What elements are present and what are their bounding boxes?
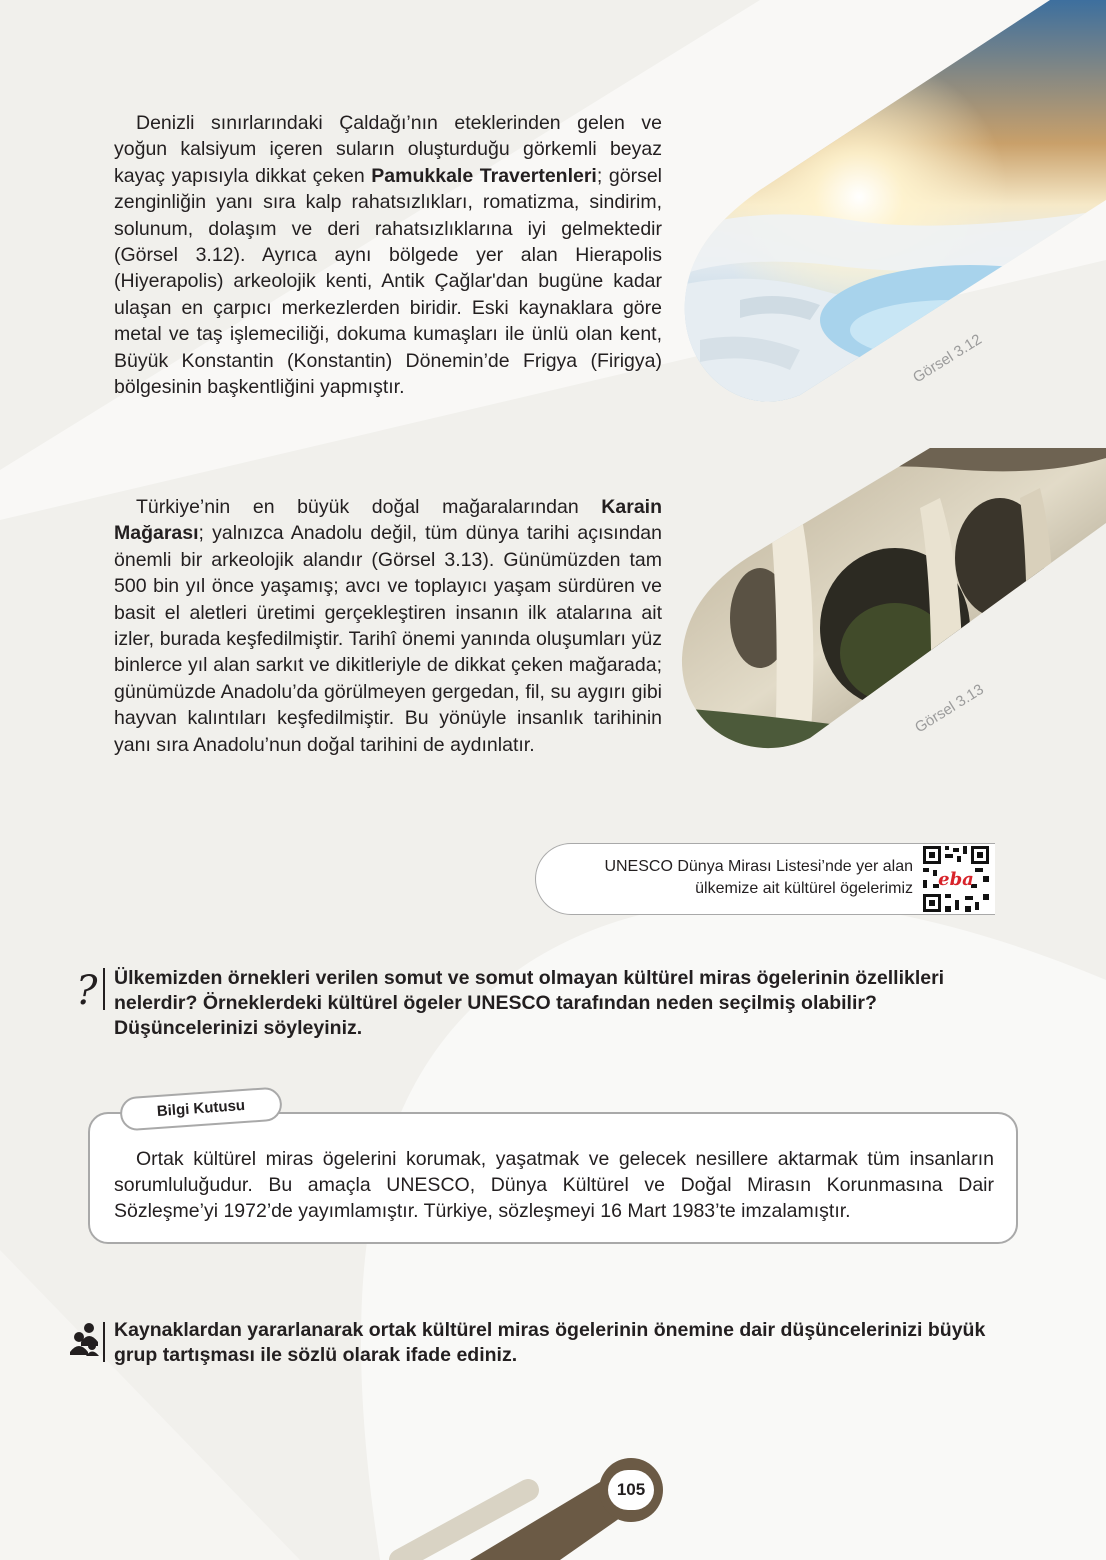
info-box-title: Bilgi Kutusu — [119, 1086, 283, 1131]
group-task: Kaynaklardan yararlanarak ortak kültürel miras ögelerinin önemine dair düşüncelerinizi büyük grup tartışması ile sözlü olarak ifade ediniz. — [114, 1319, 986, 1366]
pamukkale-text-after: ; görsel zenginliğin yanı sıra kalp rahatsızlıkları, romatizma, sindirim, solunum, dolaşım ve deri rahatsızlıklarına iyi gelmektedir (Görsel 3.12). Ayrıca aynı bölgede yer alan Hierapolis (Hiyerapolis) arkeolojik kenti, Antik Çağlar'dan bugüne kadar ulaşan en çarpıcı merkezlerden biridir. Eski kaynaklara göre metal ve taş işlemeciliği, dokuma kumaşları ile ünlü olan kent, Büyük Konstantin (Konstantin) Dönemin’de Frigya (Firigya) bölgesinin başkentliğini yapmıştır. — [114, 164, 662, 399]
karain-text-before: Türkiye’nin en büyük doğal mağaralarından — [136, 496, 602, 518]
pamukkale-text-before: Denizli sınırlarındaki Çaldağı’nın eteklerinden gelen ve yoğun kalsiyum içeren suların oluşturduğu görkemli beyaz kayaç yapısıyla dikkat çeken — [114, 112, 662, 187]
qr-text-line1: UNESCO Dünya Mirası Listesi’nde yer alan — [604, 858, 913, 875]
qr-link-box[interactable] — [535, 843, 995, 915]
pamukkale-paragraph — [114, 110, 662, 400]
qr-text-line2: ülkemize ait kültürel ögelerimiz — [695, 880, 913, 897]
karain-text-after: ; yalnızca Anadolu değil, tüm dünya tarihi açısından önemli bir arkeolojik alandır (Görsel 3.13). Günümüzden tam 500 bin yıl önce yaşamış; avcı ve toplayıcı yaşam sürdüren ve basit el aletleri üretimi gerçekleştiren insanın ilk atalarına ait izler, burada keşfedilmiştir. Tarihî önemi yanında oluşumları yüz binlerce yıl alan sarkıt ve dikitleriyle de dikkat çeken mağarada; günümüzde Anadolu’da görülmeyen gergedan, fil, su aygırı gibi hayvan kalıntıları keşfedilmiştir. Bu yönüyle insanlık tarihinin yanı sıra Anadolu’nun doğal tarihini de aydınlatır. — [114, 522, 662, 756]
qr-link-text[interactable] — [604, 856, 913, 900]
group-discussion-icon — [70, 1322, 100, 1356]
question-mark-icon: ? — [76, 968, 98, 1014]
discussion-question: Ülkemizden örnekleri verilen somut ve somut olmayan kültürel miras ögelerinin özellikleri nelerdir? Örneklerdeki kültürel ögeler UNESCO tarafından neden seçilmiş olabilir? Düşüncelerinizi söyleyiniz. — [114, 967, 945, 1039]
page-number: 105 — [608, 1470, 654, 1510]
caption-gorsel-3-12: Görsel 3.12 — [910, 330, 985, 387]
question-divider — [103, 968, 105, 1010]
qr-code-icon[interactable] — [921, 844, 991, 914]
pamukkale-bold-term: Pamukkale Travertenleri — [371, 164, 597, 187]
white-bottom-wedge — [0, 1250, 300, 1560]
karain-paragraph — [114, 494, 662, 758]
eba-logo: eba — [938, 869, 974, 890]
pamukkale-image — [680, 0, 1106, 410]
karain-cave-image — [680, 448, 1106, 753]
caption-gorsel-3-13: Görsel 3.13 — [912, 680, 987, 737]
info-box-text: Ortak kültürel miras ögelerini korumak, yaşatmak ve gelecek nesillere aktarmak tüm insanların sorumluluğudur. Bu amaçla UNESCO, Dünya Kültürel ve Doğal Mirasın Korunmasına Dair Sözleşme’yi 1972’de yayımlamıştır. Türkiye, sözleşmeyi 16 Mart 1983’te imzalamıştır. — [114, 1148, 994, 1222]
task-divider — [103, 1322, 105, 1362]
karain-bold-term: Karain Mağarası — [114, 496, 662, 545]
